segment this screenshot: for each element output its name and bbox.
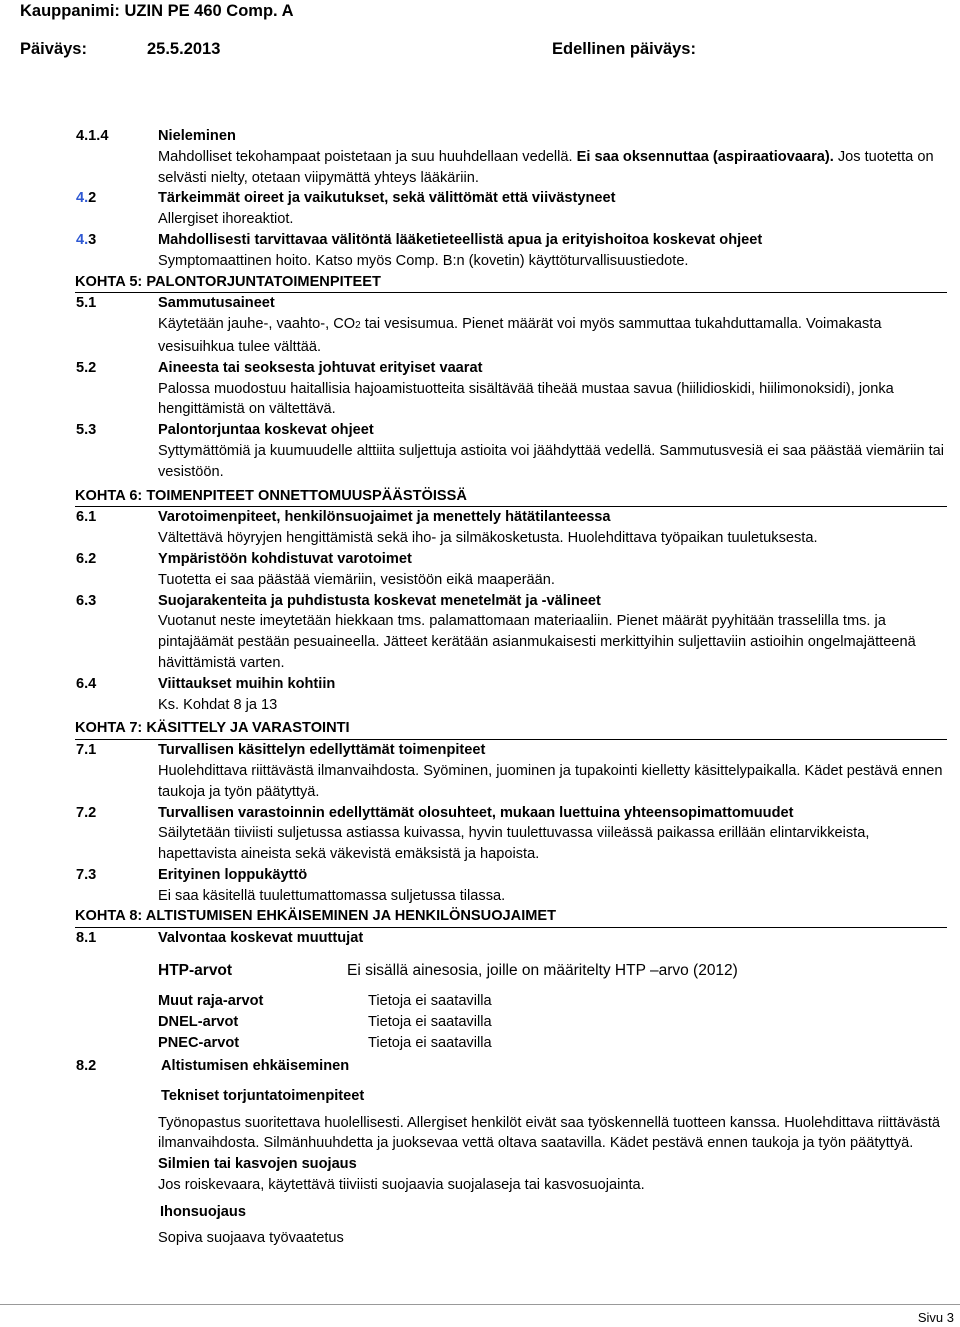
limit-row xyxy=(158,1012,960,1033)
section-title: Altistumisen ehkäiseminen xyxy=(161,1058,350,1075)
footer-rule xyxy=(0,1304,960,1305)
section-text: Säilytetään tiiviisti suljetussa astiassa kuivassa, hyvin tuulettuvassa viileässä paikassa erillään elintarvikkeista, hapettavista aineista sekä väkevistä emäksistä ja hapoista. xyxy=(158,825,870,863)
limit-label: PNEC-arvot xyxy=(158,1035,240,1052)
section-number: 7.2 xyxy=(76,804,97,821)
section-text: Käytetään jauhe-, vaahto-, CO2 tai vesisumua. Pienet määrät voi myös sammuttaa tukahduttamalla. Voimakasta vesisuihkua tulee välttää. xyxy=(158,316,882,355)
section-4-3 xyxy=(0,230,960,272)
section-text: Palossa muodostuu haitallisia hajoamistuotteita sisältävää tiheää mustaa savua (hiilidioskidi, hiilimonoksidi), jonka hengittämistä on vältettävä. xyxy=(158,380,894,418)
section-text: Tuotetta ei saa päästää viemäriin, vesistöön eikä maaperään. xyxy=(158,571,555,588)
section-number: 8.1 xyxy=(76,930,97,947)
htp-value: Ei sisällä ainesosia, joille on määritelty HTP –arvo (2012) xyxy=(347,962,738,980)
section-number: 6.1 xyxy=(76,509,97,526)
document-body xyxy=(0,126,960,1248)
limit-value: Tietoja ei saatavilla xyxy=(368,993,492,1010)
section-number: 5.1 xyxy=(76,295,97,312)
section-text: Ei saa käsitellä tuulettumattomassa suljetussa tilassa. xyxy=(158,887,506,904)
section-text: Syttymättömiä ja kuumuudelle alttiita suljettuja astioita voi jäähdyttää vedellä. Sammutusvesiä ei saa päästää viemäriin tai vesistöön. xyxy=(158,442,945,480)
eye-protection-text: Jos roiskevaara, käytettävä tiiviisti suojaavia suojalaseja tai kasvosuojainta. xyxy=(158,1177,645,1194)
limit-label: DNEL-arvot xyxy=(158,1014,239,1031)
kohta-5-heading: KOHTA 5: PALONTORJUNTATOIMENPITEET xyxy=(75,273,381,290)
date-label: Päiväys: xyxy=(20,40,87,58)
section-number: 6.3 xyxy=(76,592,97,609)
section-text: Ks. Kohdat 8 ja 13 xyxy=(158,696,278,713)
section-4-2 xyxy=(0,188,960,230)
section-title: Sammutusaineet xyxy=(158,295,275,312)
section-number: 5.3 xyxy=(76,422,97,439)
section-title: Ympäristöön kohdistuvat varotoimet xyxy=(158,550,412,567)
skin-protection-title: Ihonsuojaus xyxy=(160,1203,246,1220)
date-value: 25.5.2013 xyxy=(147,40,221,58)
eye-protection-title: Silmien tai kasvojen suojaus xyxy=(158,1156,357,1173)
section-number: 4.1.4 xyxy=(76,128,109,144)
section-7-3 xyxy=(0,865,960,907)
section-number: 4.3 xyxy=(76,231,97,248)
section-7-1 xyxy=(0,740,960,802)
section-5-3 xyxy=(0,420,960,482)
section-6-2 xyxy=(0,549,960,591)
limit-values-table xyxy=(158,961,960,1054)
previous-date-label: Edellinen päiväys: xyxy=(552,40,696,58)
skin-protection-text: Sopiva suojaava työvaatetus xyxy=(158,1229,344,1246)
product-name: Kauppanimi: UZIN PE 460 Comp. A xyxy=(20,2,294,20)
limit-row xyxy=(158,991,960,1012)
section-6-1 xyxy=(0,507,960,549)
kohta-6-heading: KOHTA 6: TOIMENPITEET ONNETTOMUUSPÄÄSTÖISSÄ xyxy=(75,487,467,504)
section-8-2 xyxy=(0,1056,960,1077)
section-6-3 xyxy=(0,591,960,674)
section-8-1 xyxy=(0,928,960,949)
section-title: Viittaukset muihin kohtiin xyxy=(158,675,336,692)
section-number: 6.2 xyxy=(76,550,97,567)
limit-label: Muut raja-arvot xyxy=(158,993,264,1010)
kohta-7-heading: KOHTA 7: KÄSITTELY JA VARASTOINTI xyxy=(75,720,350,737)
section-title: Valvontaa koskevat muuttujat xyxy=(158,930,364,947)
section-title: Aineesta tai seoksesta johtuvat erityiset vaarat xyxy=(158,359,483,376)
section-title: Erityinen loppukäyttö xyxy=(158,866,308,883)
section-text: Vuotanut neste imeytetään hiekkaan tms. palamattomaan materiaaliin. Pienet määrät pyyhitään trasselilla tms. ja pintajäämät pestään pesuaineella. Jätteet kerätään asianmukaisesti merkittyihin suljettaviin astioihin ongelmajätteenä hävittämistä varten. xyxy=(158,613,916,671)
section-number: 7.3 xyxy=(76,866,97,883)
section-number: 7.1 xyxy=(76,742,97,759)
section-5-1 xyxy=(0,293,960,357)
section-6-4 xyxy=(0,674,960,716)
section-text: Mahdolliset tekohampaat poistetaan ja suu huuhdellaan vedellä. Ei saa oksennuttaa (aspiraatiovaara). Jos tuotetta on selvästi nielty, otetaan viipymättä yhteys lääkäriin. xyxy=(158,148,934,186)
section-number: 6.4 xyxy=(76,675,97,692)
tech-measures-title: Tekniset torjuntatoimenpiteet xyxy=(161,1087,365,1104)
limit-value: Tietoja ei saatavilla xyxy=(368,1035,492,1052)
section-title: Tärkeimmät oireet ja vaikutukset, sekä välittömät että viivästyneet xyxy=(158,190,616,207)
section-title: Palontorjuntaa koskevat ohjeet xyxy=(158,422,374,439)
limit-value: Tietoja ei saatavilla xyxy=(368,1014,492,1031)
page-number: Sivu 3 xyxy=(917,1310,954,1325)
section-number: 5.2 xyxy=(76,359,97,376)
section-title: Turvallisen varastoinnin edellyttämät olosuhteet, mukaan luettuina yhteensopimattomuudet xyxy=(158,804,794,821)
section-title: Mahdollisesti tarvittavaa välitöntä lääketieteellistä apua ja erityishoitoa koskevat ohjeet xyxy=(158,231,763,248)
kohta-8-heading: KOHTA 8: ALTISTUMISEN EHKÄISEMINEN JA HENKILÖNSUOJAIMET xyxy=(75,908,557,925)
section-title: Turvallisen käsittelyn edellyttämät toimenpiteet xyxy=(158,742,486,759)
tech-measures-text: Työnopastus suoritettava huolellisesti. Allergiset henkilöt eivät saa työskennellä tuotteen kanssa. Huolehdittava riittävästä ilmanvaihdosta. Silmänhuuhdetta ja juoksevaa vettä oltava saatavilla. Kädet pestävä ennen taukoja ja työn päätyttyä. xyxy=(158,1114,941,1152)
section-4-1-4 xyxy=(0,126,960,188)
section-text: Symptomaattinen hoito. Katso myös Comp. B:n (kovetin) käyttöturvallisuustiedote. xyxy=(158,252,689,269)
section-number: 8.2 xyxy=(76,1058,97,1075)
htp-label: HTP-arvot xyxy=(158,962,233,980)
section-text: Vältettävä höyryjen hengittämistä sekä iho- ja silmäkosketusta. Huolehdittava työpaikan tuuletuksesta. xyxy=(158,530,818,547)
section-title: Suojarakenteita ja puhdistusta koskevat menetelmät ja -välineet xyxy=(158,592,601,609)
section-number: 4.2 xyxy=(76,190,97,207)
section-5-2 xyxy=(0,358,960,420)
section-text: Huolehdittava riittävästä ilmanvaihdosta. Syöminen, juominen ja tupakointi kielletty käsittelypaikalla. Kädet pestävä ennen taukoja ja työn päätyttyä. xyxy=(158,762,943,800)
section-7-2 xyxy=(0,803,960,865)
section-title: Varotoimenpiteet, henkilönsuojaimet ja menettely hätätilanteessa xyxy=(158,509,611,526)
section-title: Nieleminen xyxy=(158,128,236,144)
limit-row xyxy=(158,1033,960,1054)
htp-row xyxy=(158,961,960,991)
section-text: Allergiset ihoreaktiot. xyxy=(158,211,294,228)
